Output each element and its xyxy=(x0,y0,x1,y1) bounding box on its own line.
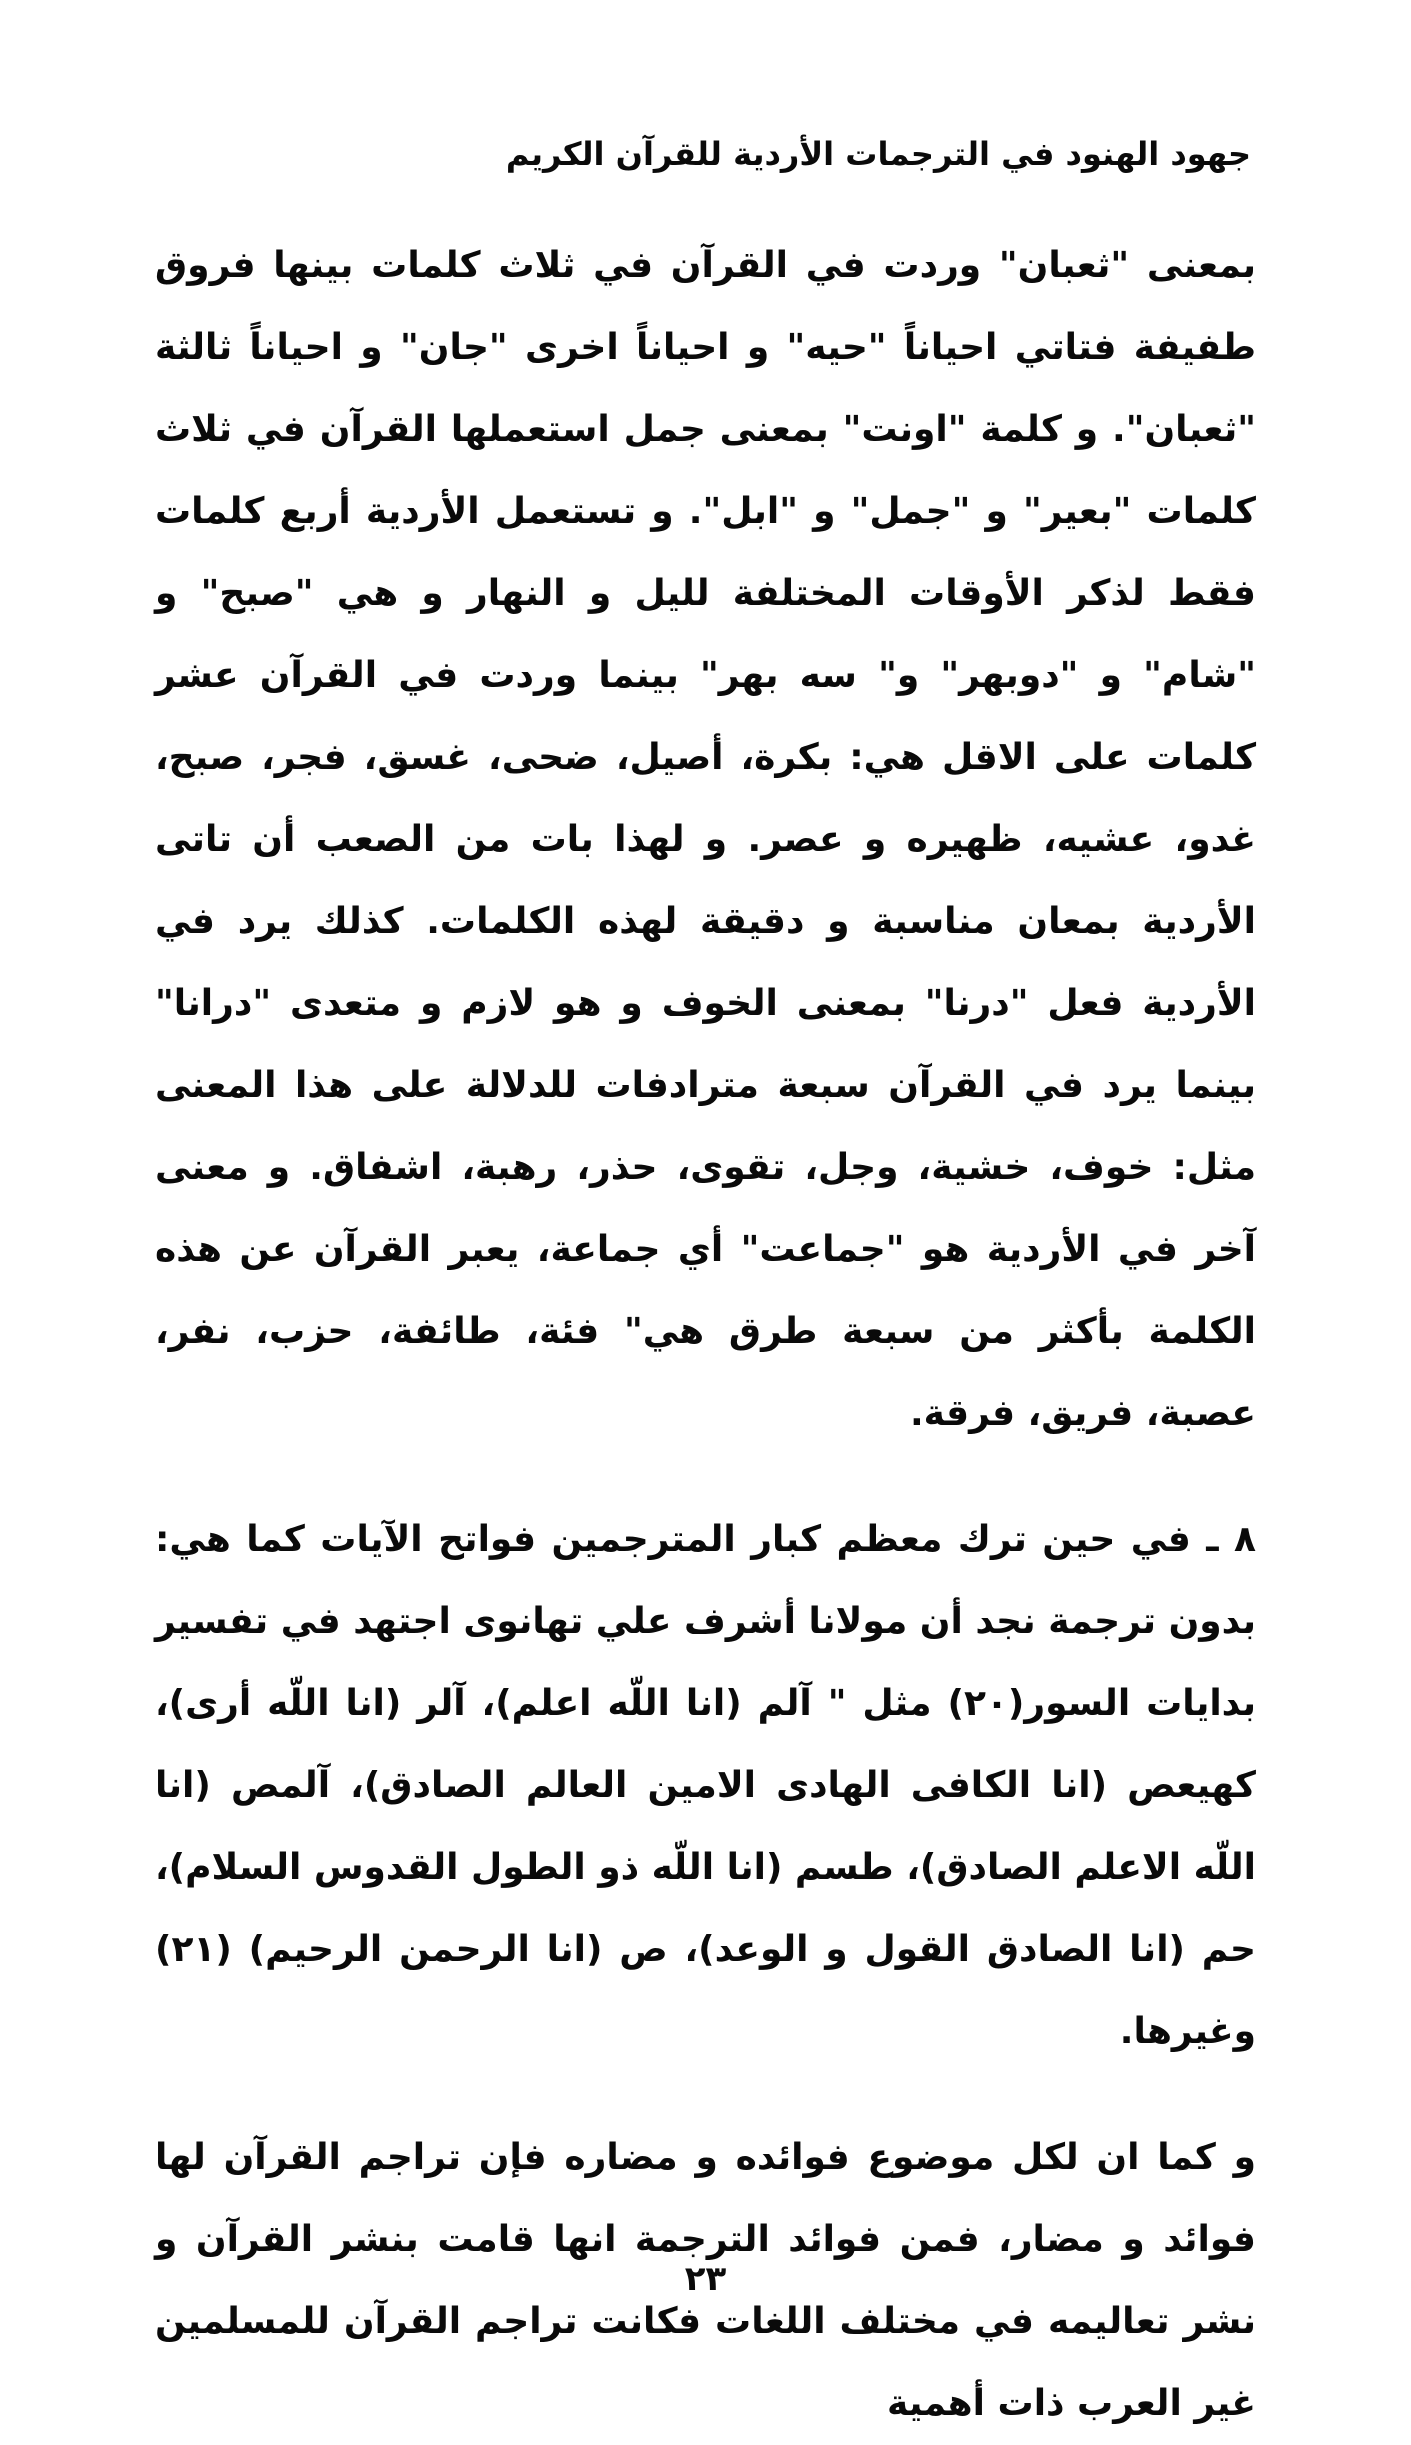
paragraph-2: ٨ ـ في حين ترك معظم كبار المترجمين فواتح الآيات كما هي: بدون ترجمة نجد أن مولانا أشرف علي تهانوى اجتهد في تفسير بدايات السور(٢٠) مثل " آلم (انا اللّه اعلم)، آلر (انا اللّه أرى)، كهيعص (انا الكافى الهادى الامين العالم الصادق)، آلمص (انا اللّه الاعلم الصادق)، طسم (انا اللّه ذو الطول القدوس السلام)، حم (انا الصادق القول و الوعد)، ص (انا الرحمن الرحيم) (٢١) وغيرها. xyxy=(154,1519,1256,2052)
paragraph-3: و كما ان لكل موضوع فوائده و مضاره فإن تراجم القرآن لها فوائد و مضار، فمن فوائد الترجمة انها قامت بنشر القرآن و نشر تعاليمه في مختلف اللغات فكانت تراجم القرآن للمسلمين غير العرب ذات أهمية xyxy=(155,2137,1256,2424)
body-text xyxy=(155,225,1256,2445)
paragraph-1: بمعنى "ثعبان" وردت في القرآن في ثلاث كلمات بينها فروق طفيفة فتاتي احياناً "حيه" و احياناً اخرى "جان" و احياناً ثالثة "ثعبان". و كلمة "اونت" بمعنى جمل استعملها القرآن في ثلاث كلمات "بعير" و "جمل" و "ابل". و تستعمل الأردية أربع كلمات فقط لذكر الأوقات المختلفة لليل و النهار و هي "صبح" و "شام" و "دوبهر" و" سه بهر" بينما وردت في القرآن عشر كلمات على الاقل هي: بكرة، أصيل، ضحى، غسق، فجر، صبح، غدو، عشيه، ظهيره و عصر. و لهذا بات من الصعب أن تاتى الأردية بمعان مناسبة و دقيقة لهذه الكلمات. كذلك يرد في الأردية فعل "درنا" بمعنى الخوف و هو لازم و متعدى "درانا" بينما يرد في القرآن سبعة مترادفات للدلالة على هذا المعنى مثل: خوف، خشية، وجل، تقوى، حذر، رهبة، اشفاق. و معنى آخر في الأردية هو "جماعت" أي جماعة، يعبر القرآن عن هذه الكلمة بأكثر من سبعة طرق هي" فئة، طائفة، حزب، نفر، عصبة، فريق، فرقة. xyxy=(155,245,1256,1434)
running-head: جهود الهنود في الترجمات الأردية للقرآن الكريم xyxy=(505,135,1251,173)
page-number: ٢٣ xyxy=(684,2259,727,2299)
